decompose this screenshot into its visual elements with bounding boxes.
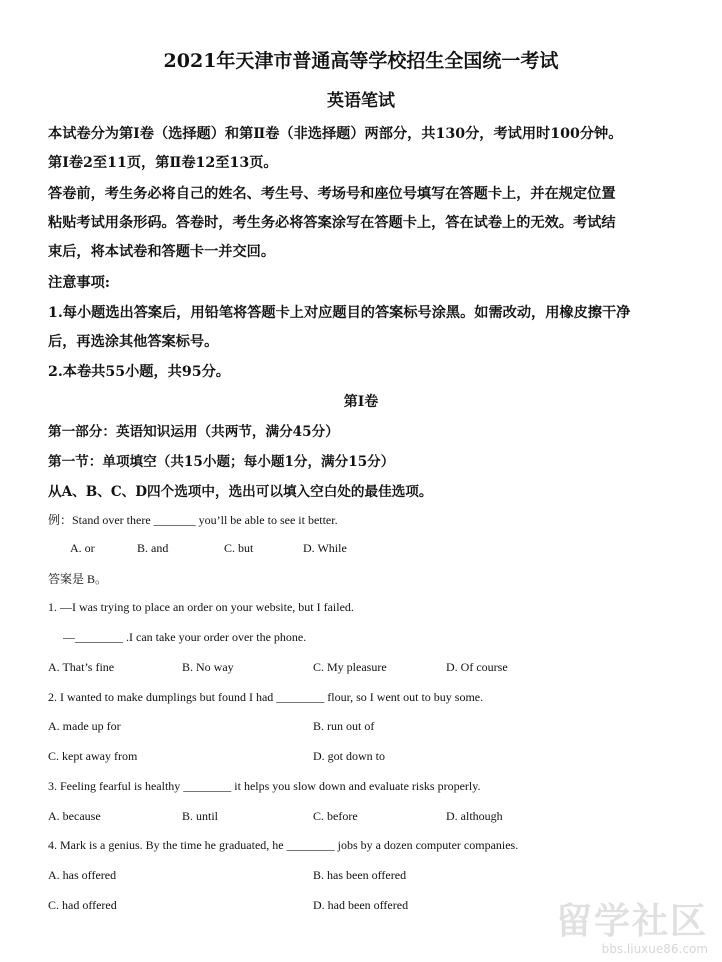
page-subtitle: 英语笔试: [327, 91, 395, 111]
question-stem: 2. I wanted to make dumplings but found I had ________ flour, so I went out to buy some.: [48, 690, 484, 704]
question-option: B. run out of: [313, 719, 375, 733]
volume-heading: 第Ⅰ卷: [343, 394, 379, 410]
subpart-heading: 第一节：单项填空（共15小题；每小题1分，满分15分）: [48, 454, 395, 470]
notice-line: 1.每小题选出答案后，用铅笔将答题卡上对应题目的答案标号涂黑。如需改动，用橡皮擦干净: [48, 305, 631, 321]
question-option: C. had offered: [48, 898, 117, 912]
watermark-url: bbs.liuxue86.com: [601, 942, 708, 956]
notice-line: 后，再选涂其他答案标号。: [48, 334, 219, 350]
example-option-b: B. and: [137, 541, 169, 555]
watermark-brand: 留学社区: [555, 901, 708, 942]
notice-line: 2.本卷共55小题，共95分。: [48, 364, 230, 380]
question-stem: 4. Mark is a genius. By the time he graduated, he ________ jobs by a dozen computer companies.: [48, 838, 519, 852]
example-answer: 答案是 B。: [48, 572, 108, 586]
question-option: B. No way: [182, 660, 234, 674]
instruction: 从A、B、C、D四个选项中，选出可以填入空白处的最佳选项。: [48, 484, 433, 500]
notice-heading: 注意事项:: [48, 275, 110, 291]
question-option: C. before: [313, 809, 358, 823]
question-option: C. kept away from: [48, 749, 138, 763]
question-stem: 3. Feeling fearful is healthy ________ it helps you slow down and evaluate risks properly.: [48, 779, 481, 793]
question-option: D. got down to: [313, 749, 385, 763]
intro-line: 粘贴考试用条形码。答卷时，考生务必将答案涂写在答题卡上，答在试卷上的无效。考试结: [48, 215, 616, 231]
watermark: [556, 902, 708, 956]
example-option-a: A. or: [70, 541, 95, 555]
question-option: C. My pleasure: [313, 660, 387, 674]
intro-line: 答卷前，考生务必将自己的姓名、考生号、考场号和座位号填写在答题卡上，并在规定位置: [48, 186, 616, 202]
question-option: A. because: [48, 809, 101, 823]
question-option: D. had been offered: [313, 898, 409, 912]
question-option: A. That’s fine: [48, 660, 115, 674]
question-option: A. has offered: [48, 868, 117, 882]
intro-line: 第Ⅰ卷2至11页，第Ⅱ卷12至13页。: [48, 155, 278, 171]
example-option-c: C. but: [224, 541, 254, 555]
question-option: A. made up for: [48, 719, 121, 733]
question-stem: —________ .I can take your order over the phone.: [63, 630, 307, 644]
intro-line: 本试卷分为第Ⅰ卷（选择题）和第Ⅱ卷（非选择题）两部分，共130分，考试用时100分钟。: [48, 126, 623, 142]
question-option: D. Of course: [446, 660, 508, 674]
example-option-d: D. While: [303, 541, 347, 555]
page-title: 2021年天津市普通高等学校招生全国统一考试: [163, 50, 559, 72]
question-option: B. has been offered: [313, 868, 407, 882]
question-option: B. until: [182, 809, 219, 823]
example-stem: 例：Stand over there _______ you’ll be able to see it better.: [48, 513, 338, 527]
question-stem: 1. —I was trying to place an order on your website, but I failed.: [48, 600, 354, 614]
part-heading: 第一部分：英语知识运用（共两节，满分45分）: [48, 424, 339, 440]
intro-line: 束后，将本试卷和答题卡一并交回。: [48, 244, 276, 260]
question-option: D. although: [446, 809, 503, 823]
